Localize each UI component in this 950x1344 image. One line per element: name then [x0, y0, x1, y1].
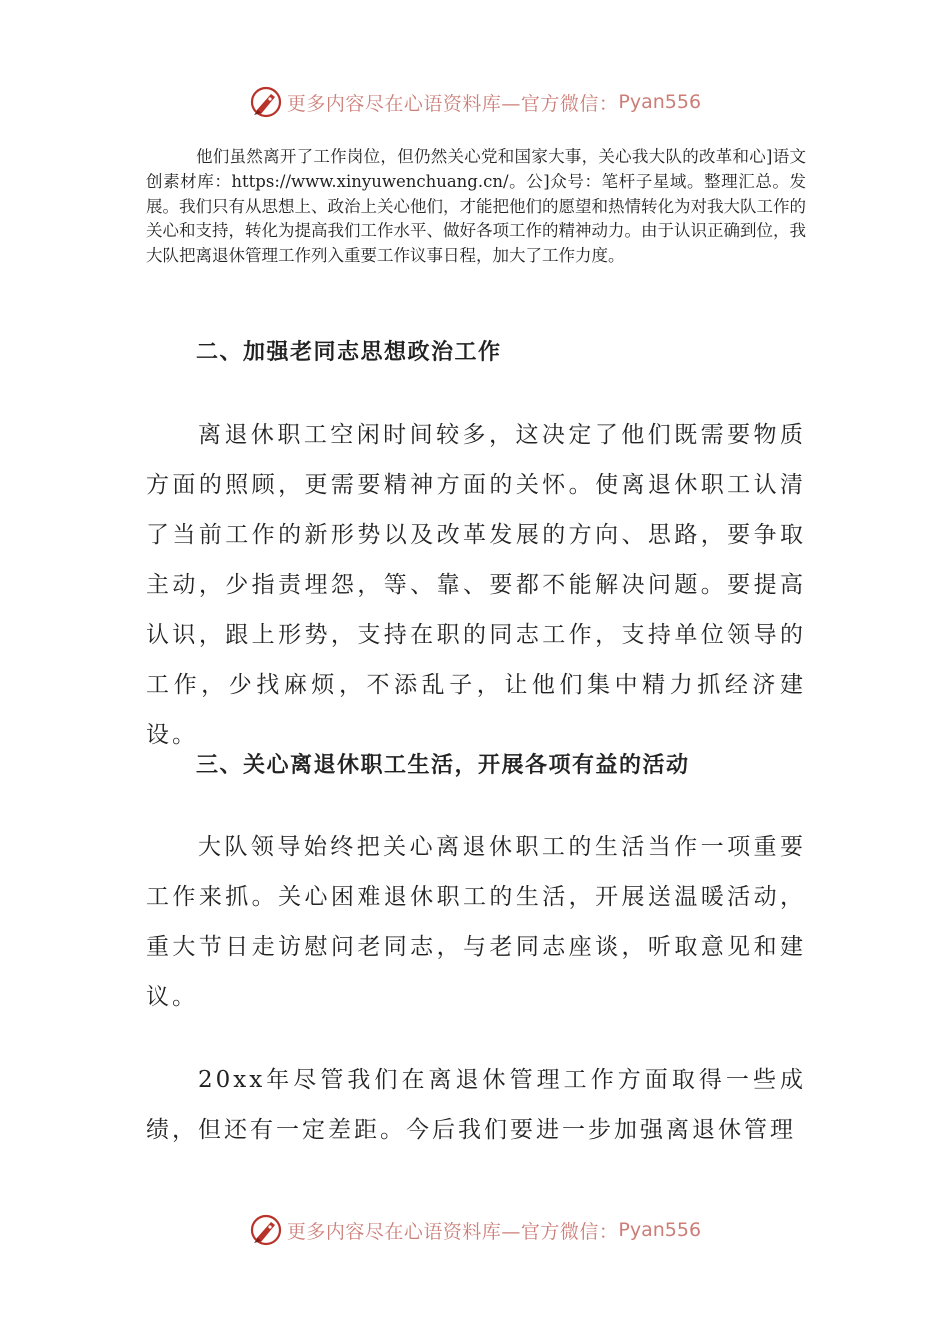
banner-account: Pyan556 — [618, 91, 702, 113]
section-three-heading: 三、关心离退休职工生活，开展各项有益的活动 — [196, 753, 690, 778]
section-two-heading: 二、加强老同志思想政治工作 — [196, 340, 502, 365]
section-two-paragraph: 离退休职工空闲时间较多，这决定了他们既需要物质方面的照顾，更需要精神方面的关怀。使离退休职工认清了当前工作的新形势以及改革发展的方向、思路，要争取主动，少指责埋怨，等、靠、要都不能解决问题。要提高认识，跟上形势，支持在职的同志工作，支持单位领导的工作，少找麻烦，不添乱子，让他们集中精力抓经济建设。 — [146, 422, 806, 748]
footer-banner — [0, 1210, 950, 1250]
banner-text: 更多内容尽在心语资料库—官方微信： — [286, 1220, 619, 1243]
banner-account: Pyan556 — [618, 1219, 702, 1241]
closing-paragraph: 20xx年尽管我们在离退休管理工作方面取得一些成绩，但还有一定差距。今后我们要进一步加强离退休管理 — [146, 1067, 806, 1143]
intro-paragraph: 他们虽然离开了工作岗位，但仍然关心党和国家大事，关心我大队的改革和心]语文创素材库：https://www.xinyuwenchuang.cn/。公]众号：笔杆子星域。整理汇总。发展。我们只有从思想上、政治上关心他们，才能把他们的愿望和热情转化为对我大队工作的关心和支持，转化为提高我们工作水平、做好各项工作的精神动力。由于认识正确到位，我大队把离退休管理工作列入重要工作议事日程，加大了工作力度。 — [146, 147, 806, 266]
pen-nib-logo-icon — [249, 85, 283, 119]
header-banner — [0, 82, 950, 122]
banner-text: 更多内容尽在心语资料库—官方微信： — [286, 92, 619, 115]
section-three-paragraph: 大队领导始终把关心离退休职工的生活当作一项重要工作来抓。关心困难退休职工的生活，开展送温暖活动，重大节日走访慰问老同志，与老同志座谈，听取意见和建议。 — [146, 834, 806, 1010]
pen-nib-logo-icon — [249, 1213, 283, 1247]
